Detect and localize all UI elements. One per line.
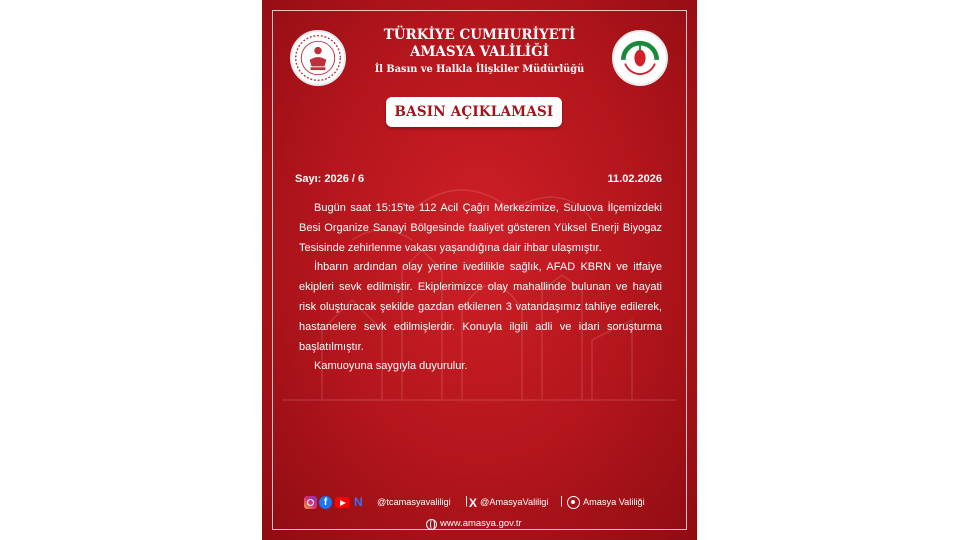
- youtube-icon[interactable]: [335, 497, 350, 508]
- website-row: [262, 517, 697, 533]
- globe-icon: [426, 519, 437, 530]
- paragraph-closing: Kamuoyuna saygıyla duyurulur.: [314, 360, 468, 373]
- whatsapp-icon[interactable]: [567, 496, 580, 509]
- document-title: BASIN AÇIKLAMASI: [394, 104, 554, 120]
- instagram-icon[interactable]: [304, 496, 317, 509]
- footer-separator: |: [465, 495, 468, 507]
- issuing-authority-header: [357, 27, 602, 78]
- nsosyal-icon[interactable]: N: [354, 495, 363, 509]
- social-media-footer: [262, 492, 697, 514]
- governorship-emblem-icon: [290, 30, 346, 86]
- amasya-governorship-logo-icon: [612, 30, 668, 86]
- directorate-title: İl Basın ve Halkla İlişkiler Müdürlüğü: [374, 64, 585, 75]
- whatsapp-channel-link[interactable]: Amasya Valiliği: [583, 497, 645, 507]
- facebook-icon[interactable]: f: [319, 496, 332, 509]
- document-title-badge: [386, 97, 562, 127]
- x-handle-link[interactable]: @AmasyaValiligi: [480, 497, 549, 507]
- document-number: Sayı: 2026 / 6: [295, 173, 365, 185]
- paragraph-response: İhbarın ardından olay yerine ivedilikle sağlık, AFAD KBRN ve itfaiye ekipleri sevk edilmiştir. Ekiplerimizce olay mahallinde bulunan ve hayati risk oluşturacak şekilde gazdan etkilenen 3 vatandaşımız tahliye edilerek, hastanelere sevk edilmişlerdir. Konuyla ilgili adli ve idari soruşturma başlatılmıştır.: [299, 261, 662, 353]
- footer-separator: |: [560, 495, 563, 507]
- document-date: 11.02.2026: [607, 173, 662, 185]
- press-release-document: [262, 0, 697, 540]
- website-link[interactable]: www.amasya.gov.tr: [440, 518, 522, 529]
- governorship-title: AMASYA VALİLİĞİ: [410, 44, 549, 60]
- x-icon[interactable]: X: [469, 496, 478, 510]
- announcement-body: [299, 199, 662, 377]
- instagram-handle-link[interactable]: @tcamasyavaliligi: [377, 497, 451, 507]
- republic-title: TÜRKİYE CUMHURİYETİ: [383, 27, 576, 43]
- paragraph-incident: Bugün saat 15:15'te 112 Acil Çağrı Merkezimize, Suluova İlçemizdeki Besi Organize Sanayi Bölgesinde faaliyet gösteren Yüksel Enerji Biyogaz Tesisinde zehirlenme vakası yaşandığına dair ihbar ulaşmıştır.: [299, 202, 662, 254]
